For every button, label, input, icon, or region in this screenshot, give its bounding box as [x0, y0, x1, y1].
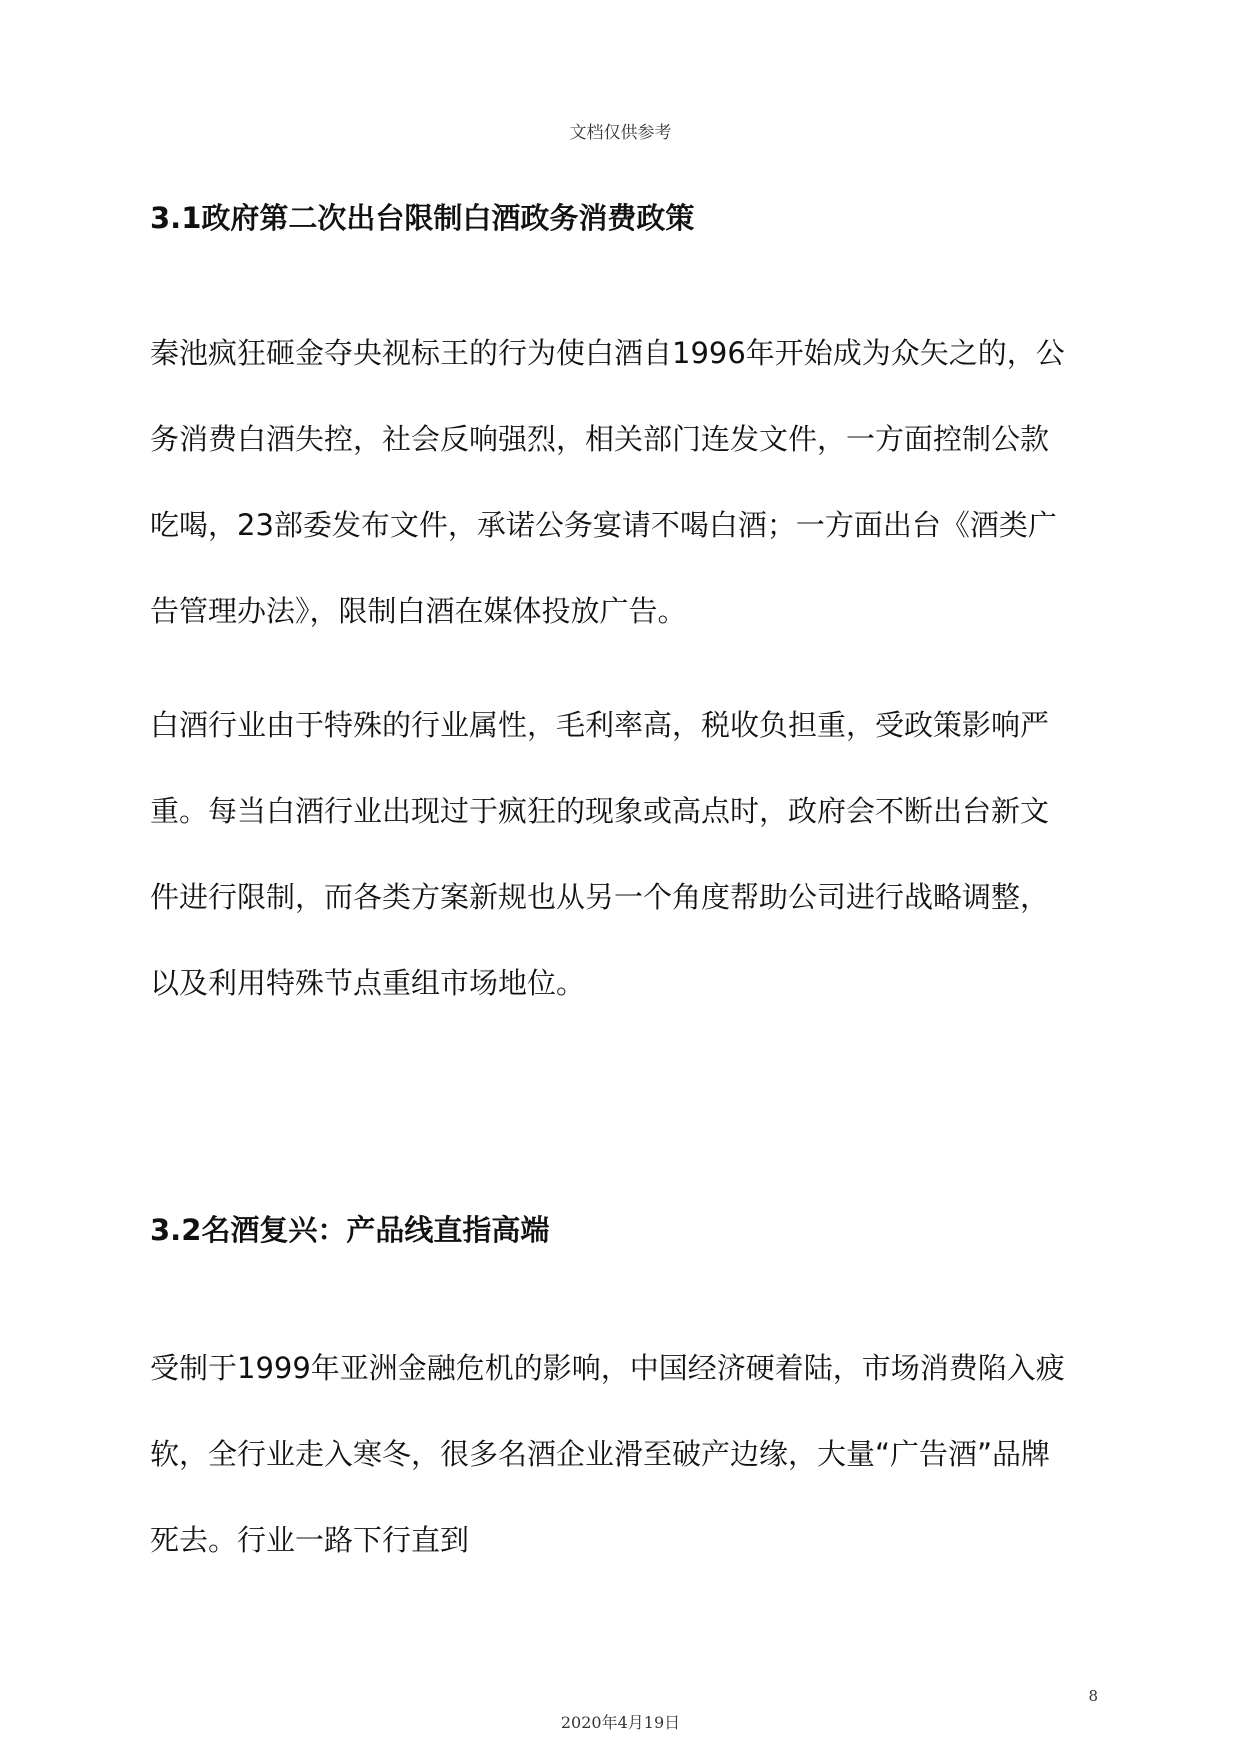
paragraph-line: 死去。行业一路下行直到: [150, 1523, 470, 1557]
paragraph-line: 秦池疯狂砸金夺央视标王的行为使白酒自1996年开始成为众矢之的，公: [150, 336, 1065, 370]
section-heading-3-1: 3.1政府第二次出台限制白酒政务消费政策: [150, 201, 695, 235]
paragraph-line: 吃喝，23部委发布文件，承诺公务宴请不喝白酒；一方面出台《酒类广: [150, 508, 1057, 542]
paragraph: [150, 682, 1098, 1026]
footer-date: 2020年4月19日: [560, 1713, 681, 1732]
page-header: 文档仅供参考: [569, 123, 672, 143]
page-number: 8: [1088, 1687, 1098, 1705]
paragraph-line: 重。每当白酒行业出现过于疯狂的现象或高点时，政府会不断出台新文: [150, 794, 1050, 828]
paragraph: [150, 310, 1098, 654]
paragraph-line: 告管理办法》，限制白酒在媒体投放广告。: [150, 594, 687, 628]
paragraph-line: 白酒行业由于特殊的行业属性，毛利率高，税收负担重，受政策影响严: [150, 708, 1050, 742]
paragraph-line: 务消费白酒失控，社会反响强烈，相关部门连发文件，一方面控制公款: [150, 422, 1050, 456]
section-heading-3-2: 3.2名酒复兴：产品线直指高端: [150, 1213, 550, 1247]
paragraph-line: 受制于1999年亚洲金融危机的影响，中国经济硬着陆，市场消费陷入疲: [150, 1351, 1065, 1385]
paragraph-line: 以及利用特殊节点重组市场地位。: [150, 966, 586, 1000]
paragraph-line: 软，全行业走入寒冬，很多名酒企业滑至破产边缘，大量“广告酒”品牌: [150, 1437, 1051, 1471]
paragraph: [150, 1325, 1098, 1583]
paragraph-line: 件进行限制，而各类方案新规也从另一个角度帮助公司进行战略调整，: [150, 880, 1050, 914]
